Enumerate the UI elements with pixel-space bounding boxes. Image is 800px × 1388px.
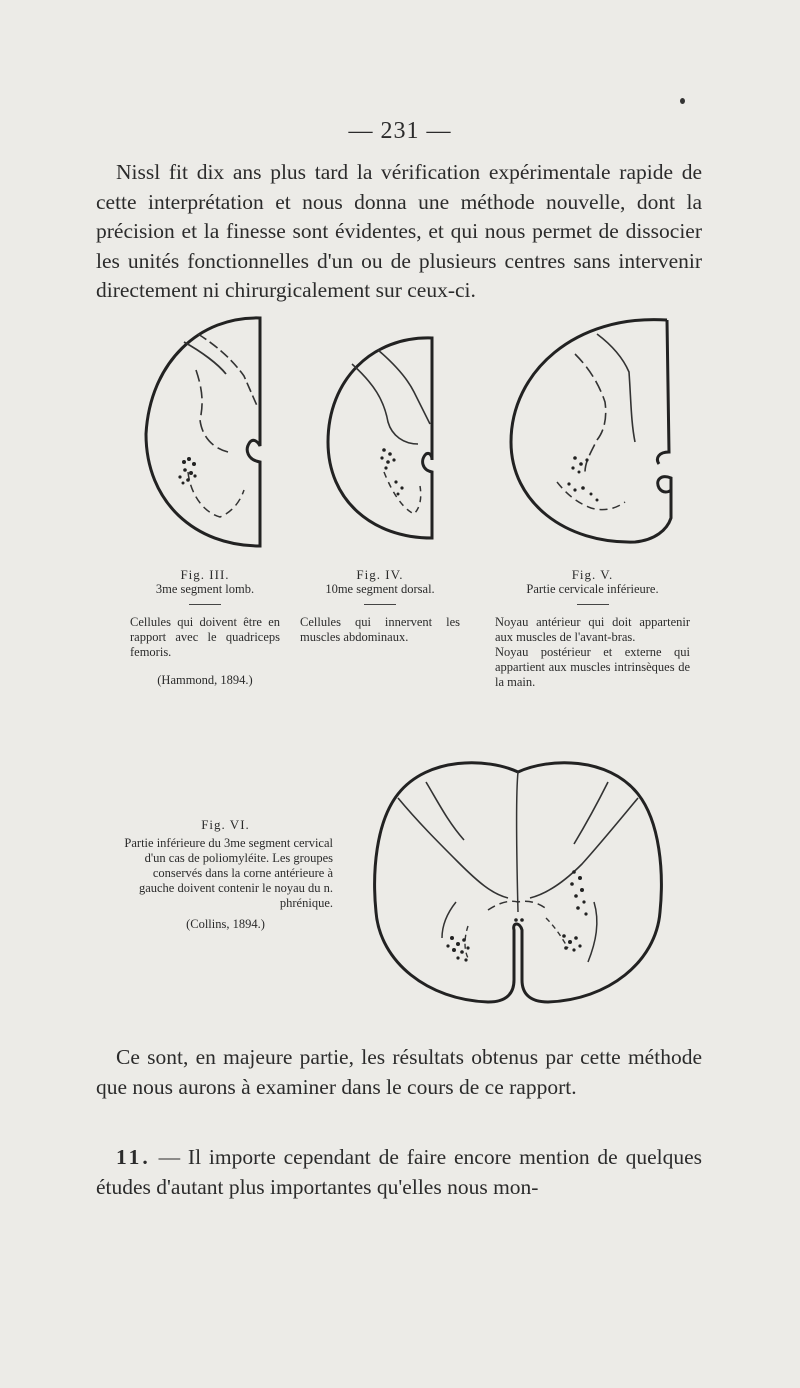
figure-5-description-2: Noyau postérieur et externe qui appartient aux muscles intrinsèques de la main. <box>495 645 690 689</box>
figure-3-description: Cellules qui doivent être en rapport avec le quadriceps femoris. <box>130 615 280 659</box>
figure-6-caption <box>118 817 333 932</box>
figure-3-citation: (Hammond, 1894.) <box>157 673 253 687</box>
figure-4-title: Fig. IV. <box>356 567 404 582</box>
figure-4-caption <box>300 567 460 645</box>
result-paragraph: Ce sont, en majeure partie, les résultats obtenus par cette méthode que nous aurons à examiner dans le cours de ce rapport. <box>96 1045 702 1099</box>
figure-6-citation: (Collins, 1894.) <box>186 917 265 931</box>
figure-5-title: Fig. V. <box>571 567 614 582</box>
figure-5-caption <box>495 567 690 690</box>
figure-4-subtitle: 10me segment dorsal. <box>325 582 435 596</box>
section-number: 11. <box>116 1145 151 1169</box>
figure-5-description-1: Noyau antérieur qui doit appartenir aux muscles de l'avant-bras. <box>495 615 690 644</box>
figure-3-title: Fig. III. <box>180 567 230 582</box>
figure-3-caption <box>130 567 280 688</box>
figure-5-drawing <box>505 312 680 552</box>
figure-5-rule <box>577 604 609 605</box>
figure-6-description: Partie inférieure du 3me segment cervical d'un cas de poliomyléite. Les groupes conservés dans la corne antérieure à gauche doivent contenir le noyau du n. phrénique. <box>124 836 333 910</box>
figure-3-drawing <box>140 312 270 552</box>
section-text: — Il importe cependant de faire encore mention de quelques études d'autant plus importantes qu'elles nous mon- <box>96 1145 703 1199</box>
figure-6-title: Fig. VI. <box>201 817 250 832</box>
figure-4-drawing <box>322 332 440 542</box>
figure-6-drawing <box>368 752 668 1010</box>
page-number: — 231 — <box>348 118 452 144</box>
intro-paragraph: Nissl fit dix ans plus tard la vérification expérimentale rapide de cette interprétation et nous donna une méthode nouvelle, dont la précision et la finesse sont évidentes, et qui nous permet de dissocier les unités fonctionnelles d'un ou de plusieurs centres sans intervenir directement ni chirurgicalement sur ceux-ci. <box>96 160 702 302</box>
figure-3-rule <box>189 604 221 605</box>
ink-speck <box>680 98 685 104</box>
figure-3-subtitle: 3me segment lomb. <box>155 582 255 596</box>
figure-4-description: Cellules qui innervent les muscles abdominaux. <box>300 615 460 644</box>
figure-5-subtitle: Partie cervicale inférieure. <box>526 582 659 596</box>
section-paragraph <box>96 1143 702 1202</box>
figure-4-rule <box>364 604 396 605</box>
